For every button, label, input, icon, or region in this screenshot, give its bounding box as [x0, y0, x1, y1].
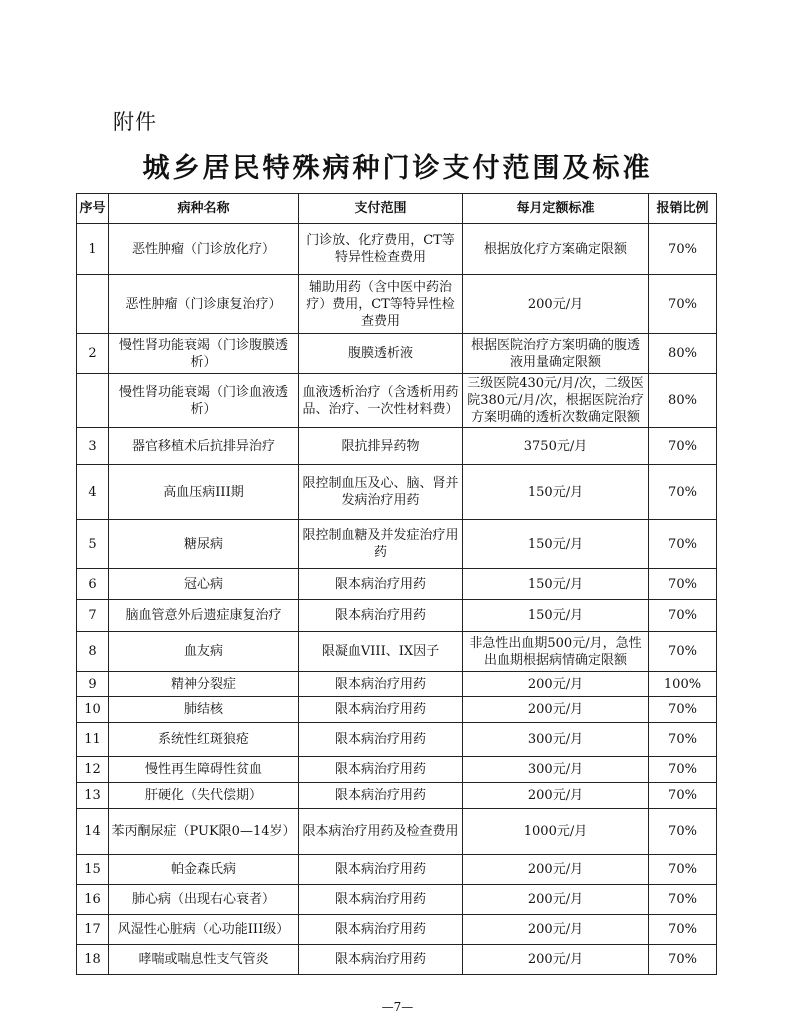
- payment-scope: 辅助用药（含中医中药治疗）费用，CT等特异性检查费用: [299, 275, 463, 334]
- disease-name: 恶性肿瘤（门诊康复治疗）: [109, 275, 299, 334]
- payment-scope: 门诊放、化疗费用，CT等特异性检查费用: [299, 224, 463, 275]
- disease-name: 精神分裂症: [109, 672, 299, 697]
- document-title: 城乡居民特殊病种门诊支付范围及标准: [142, 153, 653, 184]
- reimbursement-ratio: 70%: [649, 275, 717, 334]
- reimbursement-ratio: 70%: [649, 945, 717, 975]
- monthly-standard: 三级医院430元/月/次，二级医院380元/月/次，根据医院治疗方案明确的透析次数确定限额: [463, 374, 649, 428]
- reimbursement-ratio: 70%: [649, 224, 717, 275]
- reimbursement-ratio: 70%: [649, 465, 717, 520]
- reimbursement-ratio: 70%: [649, 428, 717, 465]
- monthly-standard: 200元/月: [463, 697, 649, 723]
- row-number: [77, 374, 109, 428]
- reimbursement-ratio: 70%: [649, 520, 717, 569]
- monthly-standard: 根据医院治疗方案明确的腹透液用量确定限额: [463, 334, 649, 374]
- disease-name: 慢性肾功能衰竭（门诊血液透析）: [109, 374, 299, 428]
- monthly-standard: 200元/月: [463, 783, 649, 809]
- monthly-standard: 3750元/月: [463, 428, 649, 465]
- monthly-standard: 1000元/月: [463, 809, 649, 855]
- attachment-label: 附件: [113, 110, 157, 134]
- payment-scope: 限本病治疗用药: [299, 915, 463, 945]
- disease-name: 脑血管意外后遗症康复治疗: [109, 600, 299, 632]
- disease-name: 苯丙酮尿症（PUK限0—14岁）: [109, 809, 299, 855]
- table-row: [77, 783, 717, 809]
- header-monthly-standard: 每月定额标准: [463, 194, 649, 224]
- table-row: [77, 520, 717, 569]
- disease-name: 高血压病III期: [109, 465, 299, 520]
- disease-name: 系统性红斑狼疮: [109, 723, 299, 757]
- payment-scope: 限本病治疗用药: [299, 723, 463, 757]
- monthly-standard: 200元/月: [463, 945, 649, 975]
- row-number: 7: [77, 600, 109, 632]
- disease-name: 慢性再生障碍性贫血: [109, 757, 299, 783]
- monthly-standard: 非急性出血期500元/月，急性出血期根据病情确定限额: [463, 632, 649, 672]
- reimbursement-ratio: 70%: [649, 723, 717, 757]
- row-number: 5: [77, 520, 109, 569]
- row-number: 16: [77, 885, 109, 915]
- row-number: 6: [77, 569, 109, 600]
- reimbursement-ratio: 70%: [649, 885, 717, 915]
- reimbursement-ratio: 70%: [649, 697, 717, 723]
- reimbursement-ratio: 70%: [649, 915, 717, 945]
- row-number: 17: [77, 915, 109, 945]
- reimbursement-ratio: 70%: [649, 600, 717, 632]
- monthly-standard: 150元/月: [463, 569, 649, 600]
- payment-scope: 限本病治疗用药: [299, 697, 463, 723]
- reimbursement-ratio: 70%: [649, 569, 717, 600]
- table-row: [77, 915, 717, 945]
- table-row: [77, 465, 717, 520]
- disease-name: 哮喘或喘息性支气管炎: [109, 945, 299, 975]
- reimbursement-ratio: 70%: [649, 783, 717, 809]
- monthly-standard: 200元/月: [463, 885, 649, 915]
- disease-name: 器官移植术后抗排异治疗: [109, 428, 299, 465]
- monthly-standard: 150元/月: [463, 600, 649, 632]
- row-number: 10: [77, 697, 109, 723]
- payment-scope: 限本病治疗用药: [299, 885, 463, 915]
- disease-name: 冠心病: [109, 569, 299, 600]
- table-row: [77, 723, 717, 757]
- row-number: 9: [77, 672, 109, 697]
- disease-name: 风湿性心脏病（心功能III级）: [109, 915, 299, 945]
- payment-scope: 血液透析治疗（含透析用药品、治疗、一次性材料费）: [299, 374, 463, 428]
- monthly-standard: 200元/月: [463, 275, 649, 334]
- row-number: 3: [77, 428, 109, 465]
- monthly-standard: 根据放化疗方案确定限额: [463, 224, 649, 275]
- row-number: 1: [77, 224, 109, 275]
- payment-scope: 限凝血VIII、IX因子: [299, 632, 463, 672]
- row-number: 15: [77, 855, 109, 885]
- monthly-standard: 300元/月: [463, 757, 649, 783]
- table-row: [77, 428, 717, 465]
- monthly-standard: 150元/月: [463, 465, 649, 520]
- payment-scope: 腹膜透析液: [299, 334, 463, 374]
- monthly-standard: 200元/月: [463, 915, 649, 945]
- table-row: [77, 809, 717, 855]
- reimbursement-ratio: 70%: [649, 855, 717, 885]
- payment-standards-table: [76, 193, 717, 975]
- disease-name: 帕金森氏病: [109, 855, 299, 885]
- monthly-standard: 200元/月: [463, 855, 649, 885]
- monthly-standard: 200元/月: [463, 672, 649, 697]
- payment-scope: 限本病治疗用药: [299, 600, 463, 632]
- table-header-row: [77, 194, 717, 224]
- reimbursement-ratio: 70%: [649, 632, 717, 672]
- table-row: [77, 224, 717, 275]
- disease-name: 糖尿病: [109, 520, 299, 569]
- table-row: [77, 885, 717, 915]
- payment-scope: 限本病治疗用药及检查费用: [299, 809, 463, 855]
- table-row: [77, 697, 717, 723]
- disease-name: 肺心病（出现右心衰者）: [109, 885, 299, 915]
- row-number: 4: [77, 465, 109, 520]
- reimbursement-ratio: 100%: [649, 672, 717, 697]
- header-disease-name: 病种名称: [109, 194, 299, 224]
- row-number: 2: [77, 334, 109, 374]
- payment-scope: 限抗排异药物: [299, 428, 463, 465]
- disease-name: 肝硬化（失代偿期）: [109, 783, 299, 809]
- row-number: 14: [77, 809, 109, 855]
- table-row: [77, 334, 717, 374]
- table-row: [77, 374, 717, 428]
- monthly-standard: 300元/月: [463, 723, 649, 757]
- monthly-standard: 150元/月: [463, 520, 649, 569]
- header-payment-scope: 支付范围: [299, 194, 463, 224]
- table-row: [77, 757, 717, 783]
- reimbursement-ratio: 70%: [649, 757, 717, 783]
- payment-scope: 限本病治疗用药: [299, 757, 463, 783]
- header-reimbursement-ratio: 报销比例: [649, 194, 717, 224]
- table-row: [77, 600, 717, 632]
- reimbursement-ratio: 70%: [649, 809, 717, 855]
- row-number: 12: [77, 757, 109, 783]
- page-number: —7—: [381, 1000, 414, 1014]
- payment-scope: 限本病治疗用药: [299, 855, 463, 885]
- disease-name: 慢性肾功能衰竭（门诊腹膜透析）: [109, 334, 299, 374]
- table-row: [77, 569, 717, 600]
- payment-scope: 限本病治疗用药: [299, 945, 463, 975]
- payment-scope: 限本病治疗用药: [299, 672, 463, 697]
- header-number: 序号: [77, 194, 109, 224]
- disease-name: 肺结核: [109, 697, 299, 723]
- payment-scope: 限控制血糖及并发症治疗用药: [299, 520, 463, 569]
- table-row: [77, 632, 717, 672]
- row-number: 11: [77, 723, 109, 757]
- table-row: [77, 945, 717, 975]
- payment-scope: 限控制血压及心、脑、肾并发病治疗用药: [299, 465, 463, 520]
- table-row: [77, 855, 717, 885]
- table-row: [77, 672, 717, 697]
- row-number: [77, 275, 109, 334]
- table-row: [77, 275, 717, 334]
- payment-scope: 限本病治疗用药: [299, 783, 463, 809]
- disease-name: 血友病: [109, 632, 299, 672]
- payment-scope: 限本病治疗用药: [299, 569, 463, 600]
- disease-name: 恶性肿瘤（门诊放化疗）: [109, 224, 299, 275]
- row-number: 13: [77, 783, 109, 809]
- row-number: 18: [77, 945, 109, 975]
- reimbursement-ratio: 80%: [649, 334, 717, 374]
- row-number: 8: [77, 632, 109, 672]
- reimbursement-ratio: 80%: [649, 374, 717, 428]
